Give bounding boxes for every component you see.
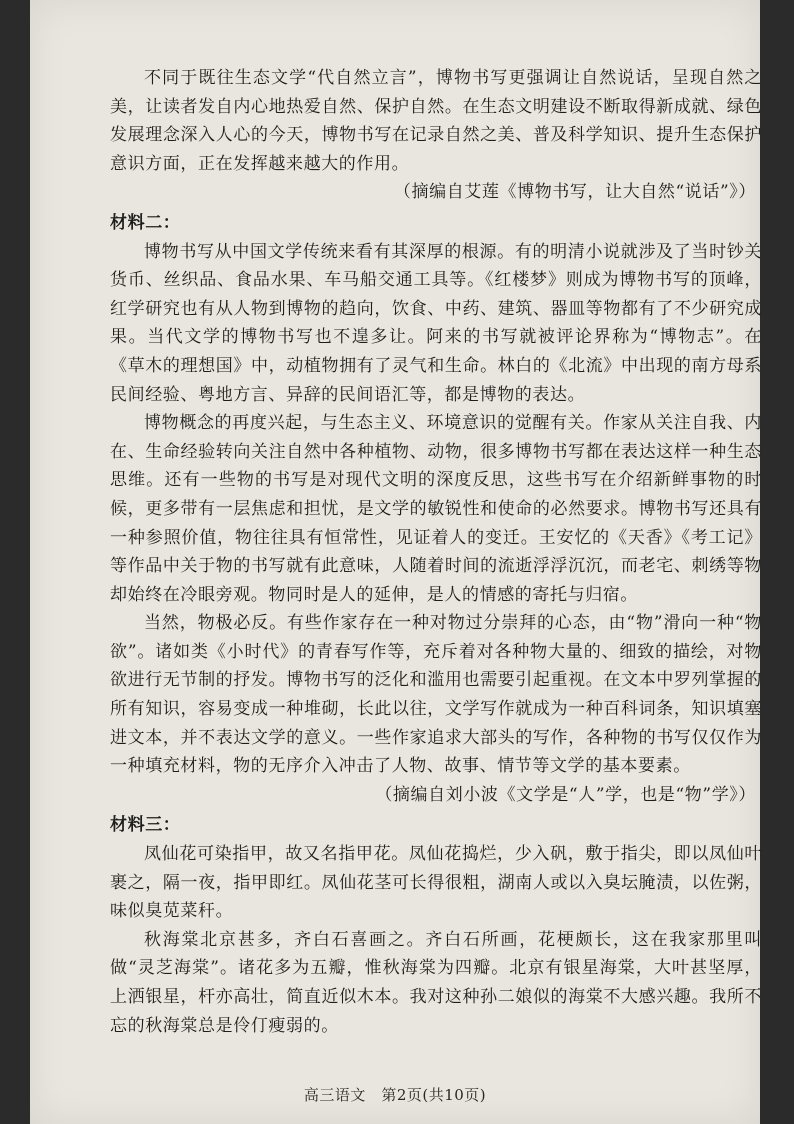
section-heading-material-2: 材料二： bbox=[110, 212, 181, 233]
page-body bbox=[110, 64, 762, 1040]
exam-page bbox=[30, 0, 760, 1124]
paragraph-3: 博物概念的再度兴起，与生态主义、环境意识的觉醒有关。作家从关注自我、内在、生命经验转向关注自然中各种植物、动物，很多博物书写都在表达这样一种生态思维。还有一些物的书写是对现代文明的深度反思，这些书写在介绍新鲜事物的时候，更多带有一层焦虑和担忧，是文学的敏锐性和使命的必然要求。博物书写还具有一种参照价值，物往往具有恒常性，见证着人的变迁。王安忆的《天香》《考工记》等作品中关于物的书写就有此意味，人随着时间的流逝浮浮沉沉，而老宅、刺绣等物却始终在冷眼旁观。物同时是人的延伸，是人的情感的寄托与归宿。 bbox=[110, 413, 762, 605]
paragraph-2: 博物书写从中国文学传统来看有其深厚的根源。有的明清小说就涉及了当时钞关货币、丝织品、食品水果、车马船交通工具等。《红楼梦》则成为博物书写的顶峰，红学研究也有从人物到博物的趋向，饮食、中药、建筑、器皿等物都有了不少研究成果。当代文学的博物书写也不遑多让。阿来的书写就被评论界称为“博物志”。在《草木的理想国》中，动植物拥有了灵气和生命。林白的《北流》中出现的南方母系民间经验、粤地方言、异辞的民间语汇等，都是博物的表达。 bbox=[110, 241, 762, 405]
page-footer: 高三语文 第2页(共10页) bbox=[303, 1086, 487, 1104]
paragraph-1: 不同于既往生态文学“代自然立言”，博物书写更强调让自然说话，呈现自然之美，让读者发自内心地热爱自然、保护自然。在生态文明建设不断取得新成就、绿色发展理念深入人心的今天，博物书写在记录自然之美、普及科学知识、提升生态保护意识方面，正在发挥越来越大的作用。 bbox=[110, 68, 762, 174]
source-citation-1: （摘编自艾莲《博物书写，让大自然“说话”》） bbox=[393, 182, 756, 203]
section-heading-material-3: 材料三： bbox=[110, 815, 181, 836]
paragraph-4: 当然，物极必反。有些作家存在一种对物过分崇拜的心态，由“物”滑向一种“物欲”。诸如类《小时代》的青春写作等，充斥着对各种物大量的、细致的描绘，对物欲进行无节制的抒发。博物书写的泛化和滥用也需要引起重视。在文本中罗列掌握的所有知识，容易变成一种堆砌，长此以往，文学写作就成为一种百科词条，知识填塞进文本，并不表达文学的意义。一些作家追求大部头的写作，各种物的书写仅仅作为一种填充材料，物的无序介入冲击了人物、故事、情节等文学的基本要素。 bbox=[110, 613, 762, 777]
source-citation-2: （摘编自刘小波《文学是“人”学，也是“物”学》） bbox=[375, 784, 756, 805]
paragraph-5: 凤仙花可染指甲，故又名指甲花。凤仙花捣烂，少入矾，敷于指尖，即以凤仙叶裹之，隔一夜，指甲即红。凤仙花茎可长得很粗，湖南人或以入臭坛腌渍，以佐粥，味似臭苋菜秆。 bbox=[110, 844, 762, 922]
paragraph-6: 秋海棠北京甚多，齐白石喜画之。齐白石所画，花梗颇长，这在我家那里叫做“灵芝海棠”。诸花多为五瓣，惟秋海棠为四瓣。北京有银星海棠，大叶甚坚厚，上洒银星，杆亦高壮，简直近似木本。我对这种孙二娘似的海棠不大感兴趣。我所不忘的秋海棠总是伶仃瘦弱的。 bbox=[110, 929, 762, 1036]
